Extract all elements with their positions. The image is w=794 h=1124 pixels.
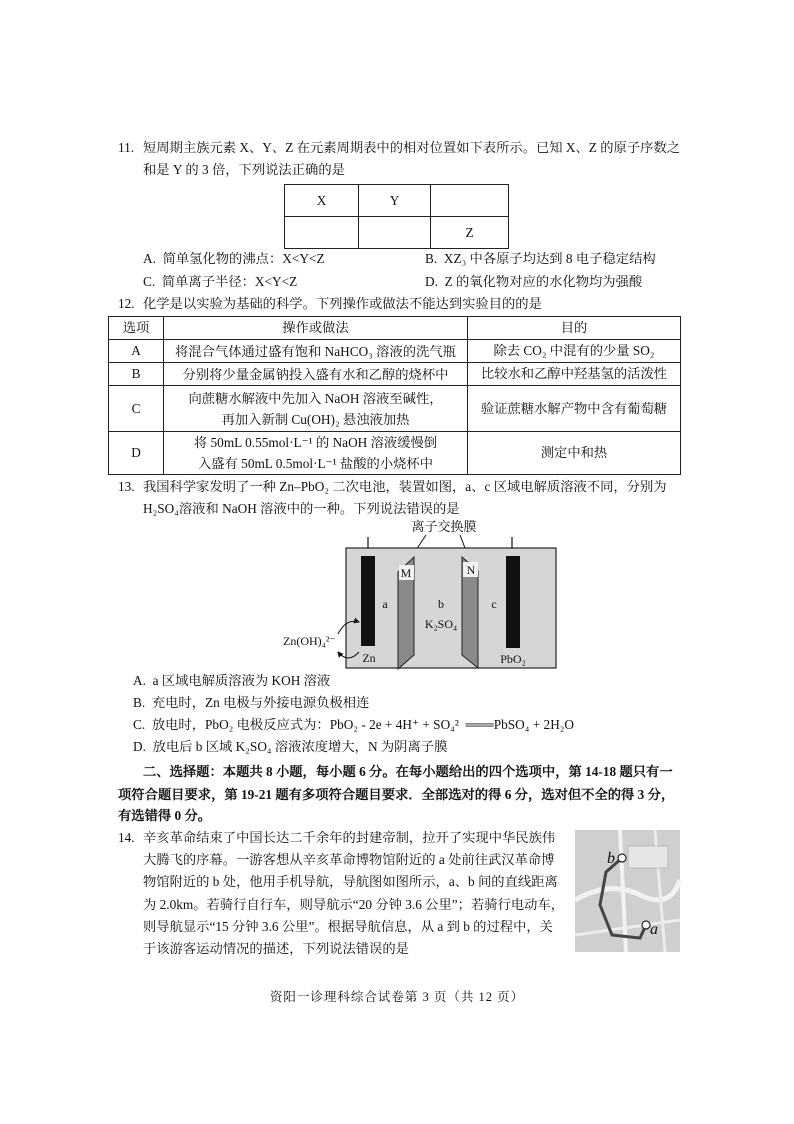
question-11-option-c: C. 简单离子半径：X<Y<Z [143, 274, 298, 289]
table-header-cell: 选项 [109, 317, 164, 340]
table-row [109, 363, 681, 386]
experiment-table [108, 316, 681, 475]
question-11-option-d: D. Z 的氧化物对应的水化物均为强酸 [425, 274, 643, 289]
question-12-number: 12. [118, 296, 135, 311]
operation-line: 分别将少量金属钠投入盛有水和乙醇的烧杯中 [182, 366, 449, 382]
table-cell [431, 185, 509, 217]
operation-cell [164, 432, 468, 475]
table-cell [285, 217, 359, 249]
navigation-map [575, 830, 680, 952]
operation-line: 再加入新制 Cu(OH)₂ 悬浊液加热 [221, 411, 410, 427]
question-14-stem-line-3: 物馆附近的 b 处，他用手机导航，导航图如图所示，a、b 间的直线距离 [143, 874, 558, 889]
zn-electrode-label: Zn [362, 651, 376, 665]
operation-cell [164, 386, 468, 432]
region-b-solution-label: K₂SO₄ [424, 617, 458, 631]
map-poi-box [628, 846, 668, 868]
operation-line: 将混合气体通过盛有饱和 NaHCO₃ 溶液的洗气瓶 [175, 343, 456, 359]
table-row [109, 432, 681, 475]
zincate-ion-label: Zn(OH)₄²⁻ [283, 634, 336, 648]
question-14-stem-line-4: 为 2.0km。若骑行自行车，则导航示“20 分钟 3.6 公里”；若骑行电动车， [143, 897, 565, 912]
operation-cell [164, 340, 468, 363]
option-cell: B [109, 363, 164, 386]
question-14-stem-line-2: 大腾飞的序幕。一游客想从辛亥革命博物馆附近的 a 处前往武汉革命博 [143, 852, 555, 867]
question-14-stem-line-6: 于该游客运动情况的描述，下列说法错误的是 [143, 941, 409, 956]
point-b-label: b [607, 850, 615, 867]
zn-electrode [361, 556, 375, 646]
battery-diagram [270, 515, 570, 675]
question-13-stem-line-2: H₂SO₄溶液和 NaOH 溶液中的一种。下列说法错误的是 [143, 501, 460, 516]
table-cell: Z [431, 217, 509, 249]
question-11-stem-line-2: 和是 Y 的 3 倍，下列说法正确的是 [143, 162, 345, 177]
pbo2-electrode [506, 556, 520, 648]
question-14-number: 14. [118, 830, 135, 845]
table-row [109, 386, 681, 432]
operation-cell [164, 363, 468, 386]
question-11-option-b: B. XZ₃ 中各原子均达到 8 电子稳定结构 [425, 251, 656, 266]
section-heading-line-3: 有选错得 0 分。 [118, 808, 212, 823]
question-13-option-b: B. 充电时，Zn 电极与外接电源负极相连 [133, 695, 370, 710]
table-cell: Y [359, 185, 431, 217]
table-cell: X [285, 185, 359, 217]
table-row [285, 217, 509, 249]
point-b-marker [618, 854, 626, 862]
region-b-label: b [438, 597, 444, 611]
electrolytic-cell-container [346, 548, 556, 668]
question-13-option-d: D. 放电后 b 区域 K₂SO₄ 溶液浓度增大，N 为阴离子膜 [133, 739, 448, 754]
question-11-stem-line-1: 短周期主族元素 X、Y、Z 在元素周期表中的相对位置如下表所示。已知 X、Z 的原子序数之 [143, 140, 681, 155]
operation-line: 将 50mL 0.55mol·L⁻¹ 的 NaOH 溶液缓慢倒 [193, 435, 438, 450]
table-row [285, 185, 509, 217]
question-13-number: 13. [118, 479, 135, 494]
question-14-stem-line-1: 辛亥革命结束了中国长达二千余年的封建帝制，拉开了实现中华民族伟 [143, 830, 556, 845]
membrane-label: 离子交换膜 [411, 519, 477, 534]
purpose-cell: 测定中和热 [468, 432, 681, 475]
question-13-stem-line-1: 我国科学家发明了一种 Zn–PbO₂ 二次电池，装置如图，a、c 区域电解质溶液不同，分别为 [143, 479, 667, 494]
option-cell: C [109, 386, 164, 432]
membrane-m-label: M [400, 566, 412, 580]
section-heading-line-1: 二、选择题：本题共 8 小题，每小题 6 分。在每小题给出的四个选项中，第 14-18 题只有一 [143, 764, 673, 779]
question-14-stem-line-5: 则导航显示“15 分钟 3.6 公里”。根据导航信息，从 a 到 b 的过程中，关 [143, 919, 553, 934]
pbo2-electrode-label: PbO₂ [500, 652, 526, 666]
purpose-cell: 验证蔗糖水解产物中含有葡萄糖 [468, 386, 681, 432]
table-header-cell: 目的 [468, 317, 681, 340]
purpose-cell: 比较水和乙醇中羟基氢的活泼性 [468, 363, 681, 386]
periodic-table-fragment [284, 184, 509, 249]
point-a-label: a [650, 921, 658, 938]
operation-line: 入盛有 50mL 0.5mol·L⁻¹ 盐酸的小烧杯中 [197, 456, 434, 471]
question-13-option-c: C. 放电时，PbO₂ 电极反应式为：PbO₂ - 2e + 4H⁺ + SO₄² ═══PbSO₄ + 2H₂O [133, 717, 575, 732]
region-c-label: c [491, 597, 497, 611]
operation-line: 向蔗糖水解液中先加入 NaOH 溶液至碱性， [188, 390, 443, 406]
membrane-n-label: N [466, 563, 476, 577]
page-footer: 资阳一诊理科综合试卷第 3 页（共 12 页） [269, 990, 525, 1004]
point-a-marker [642, 921, 650, 929]
purpose-cell: 除去 CO₂ 中混有的少量 SO₂ [468, 340, 681, 363]
question-11-option-a: A. 简单氢化物的沸点：X<Y<Z [143, 251, 325, 266]
section-heading-line-2: 项符合题目要求，第 19-21 题有多项符合题目要求．全部选对的得 6 分，选对但不全的得 3 分， [118, 787, 675, 802]
table-row [109, 340, 681, 363]
question-12-stem: 化学是以实验为基础的科学。下列操作或做法不能达到实验目的的是 [143, 296, 542, 311]
table-header-row [109, 317, 681, 340]
question-11-number: 11. [118, 140, 135, 155]
table-header-cell: 操作或做法 [164, 317, 468, 340]
option-cell: D [109, 432, 164, 475]
question-13-option-a: A. a 区域电解质溶液为 KOH 溶液 [133, 673, 331, 688]
table-cell [359, 217, 431, 249]
option-cell: A [109, 340, 164, 363]
region-a-label: a [382, 597, 388, 611]
